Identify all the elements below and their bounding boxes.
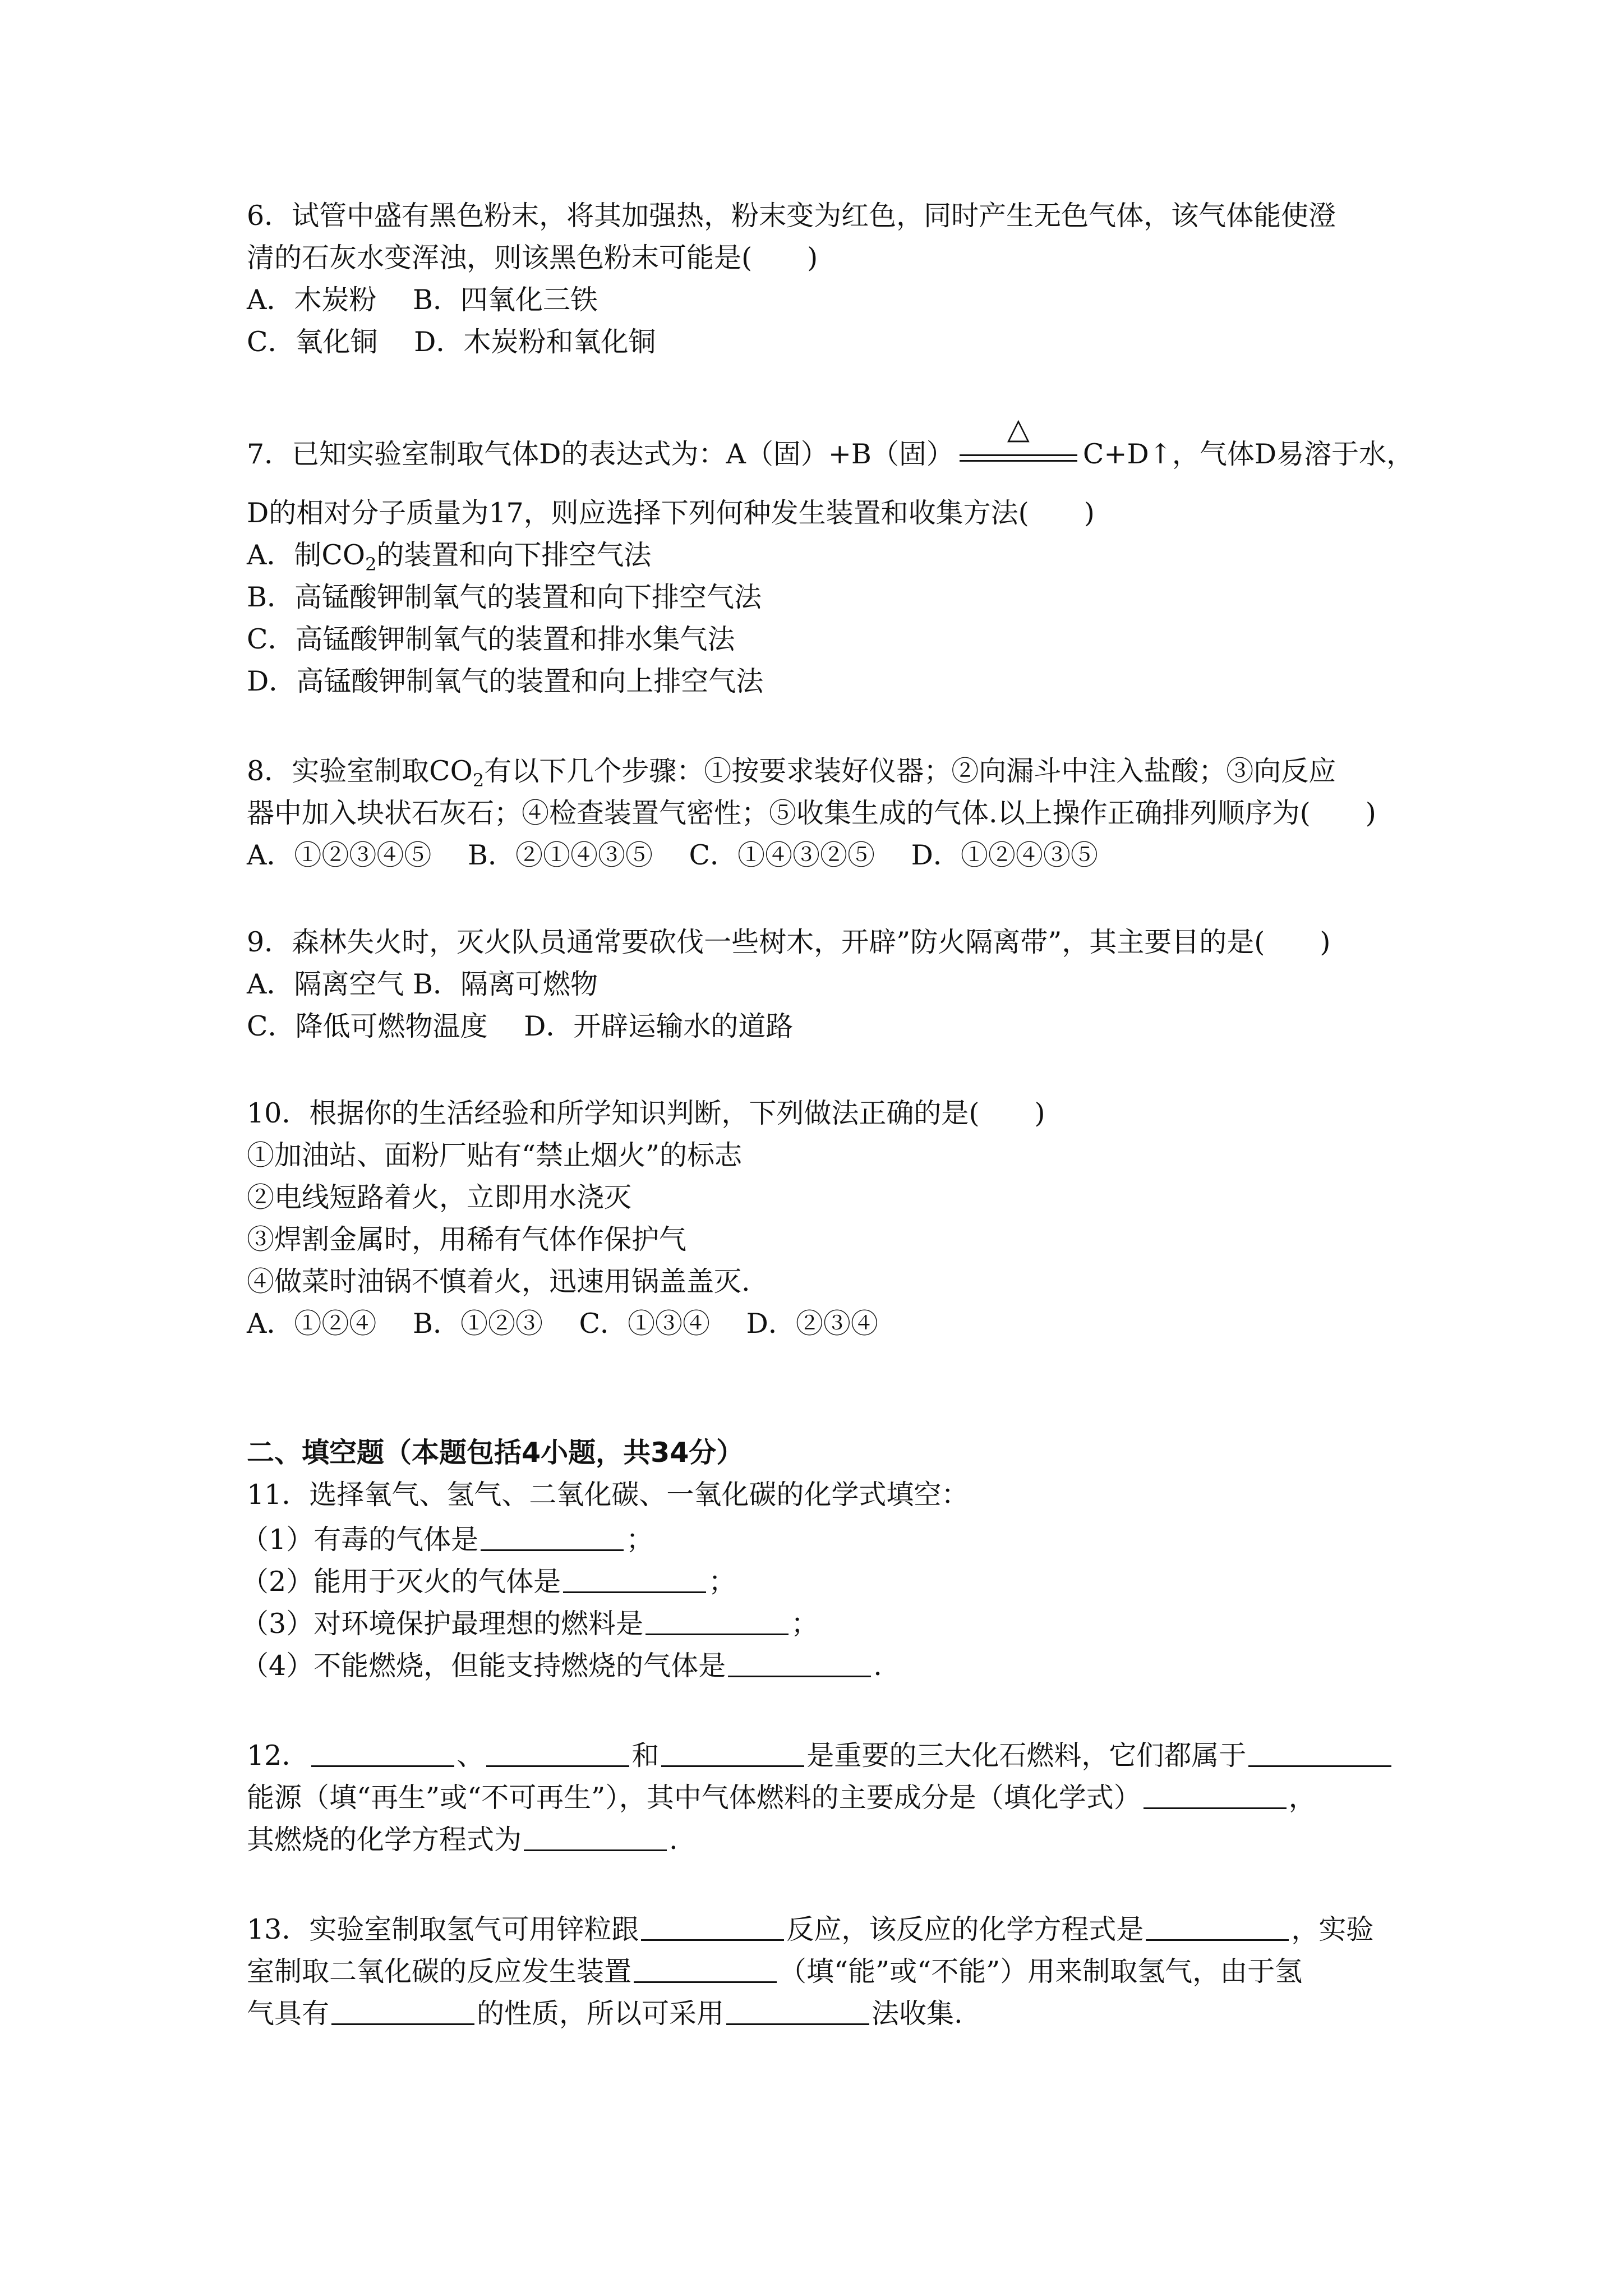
q6-option-cd: C．氧化铜 D．木炭粉和氧化铜 <box>247 326 656 358</box>
answer-blank[interactable] <box>661 1736 804 1767</box>
q11-sub-1 <box>241 1520 653 1557</box>
q10-item-4: ④做菜时油锅不慎着火，迅速用锅盖盖灭. <box>247 1266 750 1297</box>
answer-blank[interactable] <box>645 1604 789 1635</box>
punct: . <box>669 1824 678 1856</box>
answer-blank[interactable] <box>726 1994 869 2025</box>
q6-option-ab: A．木炭粉 B．四氧化三铁 <box>247 284 598 316</box>
reaction-arrow <box>960 412 1077 473</box>
heat-condition: △ <box>1007 412 1030 446</box>
q11-sub-3-text: （3）对环境保护最理想的燃料是 <box>241 1608 644 1640</box>
q7-stem-line2: D的相对分子质量为17，则应选择下列何种发生装置和收集方法( ) <box>247 497 1095 529</box>
q12-text-1: 是重要的三大化石燃料，它们都属于 <box>806 1740 1247 1772</box>
q12-and: 和 <box>631 1740 660 1772</box>
answer-blank[interactable] <box>641 1910 784 1941</box>
q13-text-e: （填“能”或“不能”）用来制取氢气，由于氢 <box>779 1955 1303 1987</box>
q11-sub-1-text: （1）有毒的气体是 <box>241 1524 479 1556</box>
q13-text-a: 13．实验室制取氢气可用锌粒跟 <box>247 1913 639 1945</box>
q12-number: 12． <box>247 1740 310 1772</box>
q10-item-1: ①加油站、面粉厂贴有“禁止烟火”的标志 <box>247 1139 743 1171</box>
q9-option-cd: C．降低可燃物温度 D．开辟运输水的道路 <box>247 1010 794 1042</box>
punct: 、 <box>457 1740 485 1772</box>
q13-text-d: 室制取二氧化碳的反应发生装置 <box>247 1955 632 1987</box>
answer-blank[interactable] <box>728 1646 871 1677</box>
q13-line3 <box>247 1994 963 2031</box>
q12-text-2: 能源（填“再生”或“不可再生”），其中气体燃料的主要成分是（填化学式） <box>247 1782 1141 1814</box>
q12-line2 <box>247 1778 1316 1815</box>
punct: ； <box>708 1566 736 1598</box>
q8-stem-pre: 8．实验室制取CO <box>247 755 473 787</box>
answer-blank[interactable] <box>331 1994 474 2025</box>
q8-stem-post: 有以下几个步骤：①按要求装好仪器；②向漏斗中注入盐酸；③向反应 <box>484 755 1336 787</box>
q9-stem: 9．森林失火时，灭火队员通常要砍伐一些树木，开辟”防火隔离带”，其主要目的是( ) <box>247 926 1331 958</box>
answer-blank[interactable] <box>481 1520 624 1551</box>
punct: ； <box>791 1608 819 1640</box>
answer-blank[interactable] <box>486 1736 629 1767</box>
q10-options: A．①②④ B．①②③ C．①③④ D．②③④ <box>247 1308 878 1340</box>
q7-option-c: C．高锰酸钾制氧气的装置和排水集气法 <box>247 623 735 655</box>
q11-sub-4-text: （4）不能燃烧，但能支持燃烧的气体是 <box>241 1650 726 1682</box>
q6-stem-line2: 清的石灰水变浑浊，则该黑色粉末可能是( ) <box>247 242 818 274</box>
answer-blank[interactable] <box>634 1952 777 1983</box>
q6-stem-line1: 6．试管中盛有黑色粉末，将其加强热，粉末变为红色，同时产生无色气体，该气体能使澄 <box>247 200 1336 232</box>
punct: . <box>873 1650 882 1682</box>
answer-blank[interactable] <box>1248 1736 1391 1767</box>
subscript: 2 <box>472 769 485 791</box>
q12-text-3: 其燃烧的化学方程式为 <box>247 1824 522 1856</box>
q11-stem: 11．选择氧气、氢气、二氧化碳、一氧化碳的化学式填空： <box>247 1479 969 1511</box>
q11-sub-3 <box>241 1604 818 1641</box>
q8-options: A．①②③④⑤ B．②①④③⑤ C．①④③②⑤ D．①②④③⑤ <box>247 839 1098 871</box>
q13-text-b: 反应，该反应的化学方程式是 <box>786 1913 1144 1945</box>
q13-text-g: 的性质，所以可采用 <box>477 1998 725 2030</box>
q12-line1 <box>247 1736 1394 1773</box>
punct: ， <box>1288 1782 1316 1814</box>
answer-blank[interactable] <box>524 1820 667 1851</box>
answer-blank[interactable] <box>1146 1910 1289 1941</box>
q7-stem-pre: 7．已知实验室制取气体D的表达式为：A（固）+B（固） <box>247 438 954 470</box>
q13-text-h: 法收集. <box>872 1998 963 2030</box>
q12-line3 <box>247 1820 678 1857</box>
q9-option-ab: A．隔离空气 B．隔离可燃物 <box>247 968 598 1000</box>
q11-sub-4 <box>241 1646 882 1683</box>
q7-option-a <box>247 539 651 581</box>
answer-blank[interactable] <box>563 1562 706 1593</box>
answer-blank[interactable] <box>1144 1778 1287 1809</box>
q8-stem-line2: 器中加入块状石灰石；④检查装置气密性；⑤收集生成的气体.以上操作正确排列顺序为( ) <box>247 797 1376 829</box>
answer-blank[interactable] <box>311 1736 454 1767</box>
subscript: 2 <box>365 553 377 575</box>
q7-option-a-pre: A．制CO <box>247 539 366 571</box>
q10-item-3: ③焊割金属时，用稀有气体作保护气 <box>247 1223 687 1255</box>
q7-option-b: B．高锰酸钾制氧气的装置和向下排空气法 <box>247 581 762 613</box>
q11-sub-2 <box>241 1562 736 1599</box>
q13-text-c: ，实验 <box>1291 1913 1374 1945</box>
q13-text-f: 气具有 <box>247 1998 330 2030</box>
q13-line1 <box>247 1910 1373 1947</box>
q7-option-d: D．高锰酸钾制氧气的装置和向上排空气法 <box>247 665 764 697</box>
q10-stem: 10．根据你的生活经验和所学知识判断，下列做法正确的是( ) <box>247 1097 1045 1129</box>
punct: ； <box>626 1524 654 1556</box>
q13-line2 <box>247 1952 1302 1989</box>
section-heading: 二、填空题（本题包括4小题，共34分） <box>247 1437 744 1469</box>
q7-option-a-post: 的装置和向下排空气法 <box>376 539 652 571</box>
q11-sub-2-text: （2）能用于灭火的气体是 <box>241 1566 561 1598</box>
q8-stem-line1 <box>247 754 1336 797</box>
q7-stem-line1 <box>247 412 1414 473</box>
q10-item-2: ②电线短路着火，立即用水浇灭 <box>247 1181 632 1213</box>
q7-stem-post: C+D↑，气体D易溶于水， <box>1082 438 1414 470</box>
